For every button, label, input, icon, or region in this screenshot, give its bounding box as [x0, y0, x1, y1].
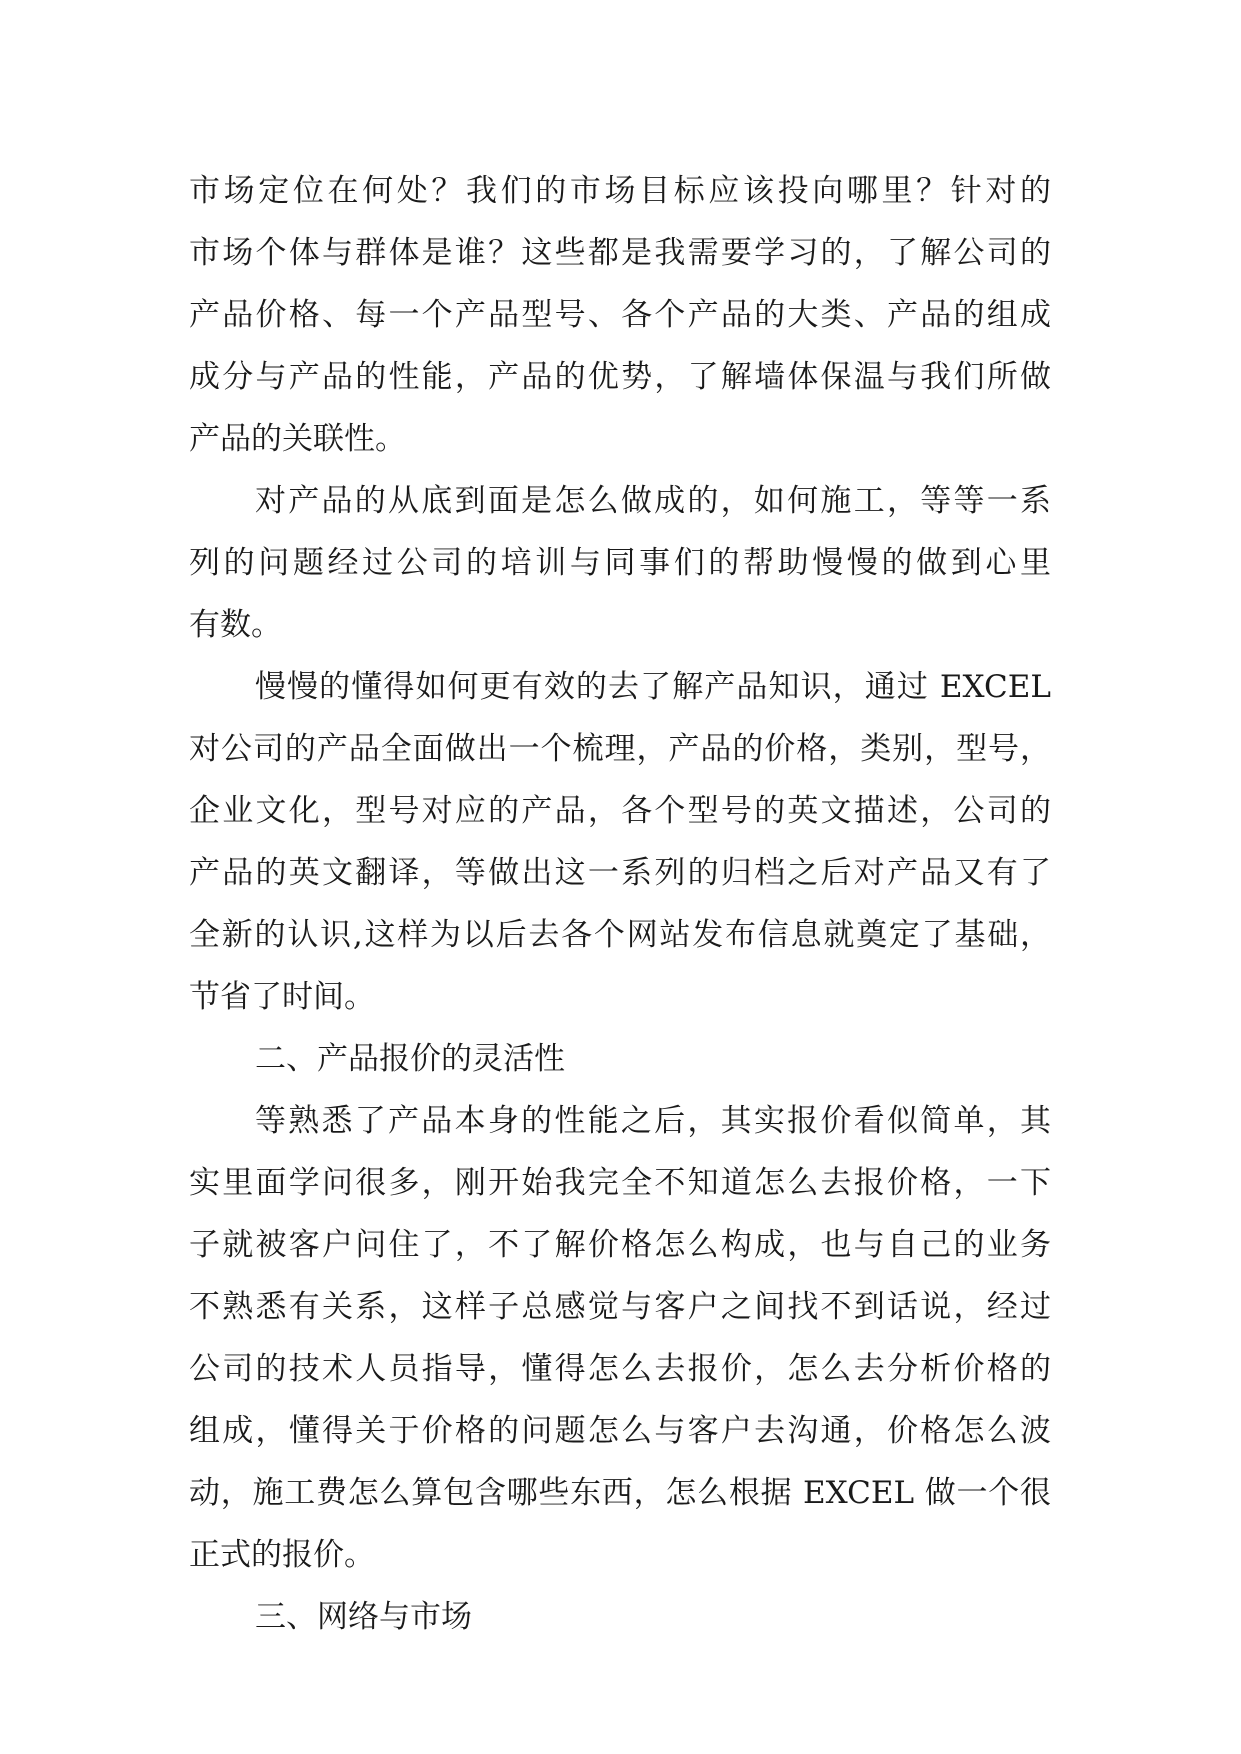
text-line: 三、网络与市场: [255, 1599, 472, 1635]
body-text: [189, 160, 1051, 1648]
text-line: 公司的技术人员指导，懂得怎么去报价，怎么去分析价格的: [189, 1351, 1051, 1387]
text-line: 市场个体与群体是谁？这些都是我需要学习的，了解公司的: [189, 235, 1051, 271]
text-line: 产品价格、每一个产品型号、各个产品的大类、产品的组成: [189, 297, 1051, 333]
text-line: 企业文化，型号对应的产品，各个型号的英文描述，公司的: [189, 793, 1051, 829]
text-line: 组成，懂得关于价格的问题怎么与客户去沟通，价格怎么波: [189, 1413, 1051, 1449]
text-line: 节省了时间。: [189, 979, 375, 1015]
text-line: 动，施工费怎么算包含哪些东西，怎么根据 EXCEL 做一个很: [189, 1475, 1051, 1511]
text-line: 市场定位在何处？我们的市场目标应该投向哪里？针对的: [189, 173, 1051, 209]
text-line: 不熟悉有关系，这样子总感觉与客户之间找不到话说，经过: [189, 1289, 1051, 1325]
text-line: 有数。: [189, 607, 282, 643]
text-line: 正式的报价。: [189, 1537, 375, 1573]
text-line: 实里面学问很多，刚开始我完全不知道怎么去报价格，一下: [189, 1165, 1051, 1201]
text-line: 对公司的产品全面做出一个梳理，产品的价格，类别，型号，: [189, 731, 1051, 767]
text-line: 产品的关联性。: [189, 421, 406, 457]
text-line: 成分与产品的性能，产品的优势，了解墙体保温与我们所做: [189, 359, 1051, 395]
text-line: 全新的认识,这样为以后去各个网站发布信息就奠定了基础，: [189, 917, 1051, 953]
text-line: 列的问题经过公司的培训与同事们的帮助慢慢的做到心里: [189, 545, 1051, 581]
text-line: 等熟悉了产品本身的性能之后，其实报价看似简单，其: [255, 1103, 1051, 1139]
text-line: 产品的英文翻译，等做出这一系列的归档之后对产品又有了: [189, 855, 1051, 891]
text-line: 对产品的从底到面是怎么做成的，如何施工，等等一系: [255, 483, 1051, 519]
text-line: 二、产品报价的灵活性: [255, 1041, 565, 1077]
text-line: 慢慢的懂得如何更有效的去了解产品知识，通过 EXCEL: [255, 669, 1051, 705]
text-line: 子就被客户问住了，不了解价格怎么构成，也与自己的业务: [189, 1227, 1051, 1263]
